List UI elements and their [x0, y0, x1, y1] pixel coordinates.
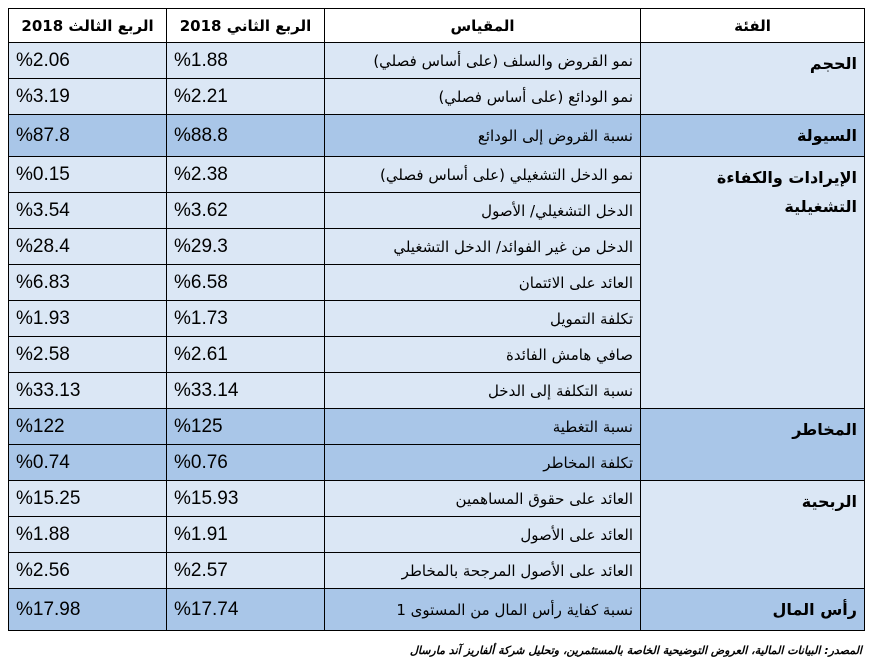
category-cell: الربحية [641, 481, 865, 589]
metric-cell: الدخل التشغيلي/ الأصول [325, 193, 641, 229]
q3-value-cell: %33.13 [9, 373, 167, 409]
q3-value-cell: %1.93 [9, 301, 167, 337]
q2-value-cell: %17.74 [167, 589, 325, 631]
q3-value-cell: %0.74 [9, 445, 167, 481]
metric-cell: نسبة التكلفة إلى الدخل [325, 373, 641, 409]
q3-value-cell: %6.83 [9, 265, 167, 301]
source-note: المصدر: البيانات المالية، العروض التوضيحية الخاصة بالمستثمرين، وتحليل شركة ألفاريز آند مارسال [409, 644, 862, 657]
q2-value-cell: %6.58 [167, 265, 325, 301]
q2-value-cell: %1.91 [167, 517, 325, 553]
q2-value-cell: %3.62 [167, 193, 325, 229]
metric-cell: نمو الودائع (على أساس فصلي) [325, 79, 641, 115]
table-row [9, 409, 865, 445]
metric-cell: تكلفة التمويل [325, 301, 641, 337]
q2-value-cell: %1.88 [167, 43, 325, 79]
table-row [9, 43, 865, 79]
q2-value-cell: %2.38 [167, 157, 325, 193]
metric-cell: نمو الدخل التشغيلي (على أساس فصلي) [325, 157, 641, 193]
q3-value-cell: %15.25 [9, 481, 167, 517]
category-cell: المخاطر [641, 409, 865, 481]
metric-cell: تكلفة المخاطر [325, 445, 641, 481]
header-q3: الربع الثالث 2018 [9, 9, 167, 43]
q3-value-cell: %3.54 [9, 193, 167, 229]
q2-value-cell: %2.21 [167, 79, 325, 115]
q3-value-cell: %2.58 [9, 337, 167, 373]
q3-value-cell: %28.4 [9, 229, 167, 265]
q3-value-cell: %0.15 [9, 157, 167, 193]
q3-value-cell: %1.88 [9, 517, 167, 553]
category-cell: رأس المال [641, 589, 865, 631]
category-cell: الحجم [641, 43, 865, 115]
q2-value-cell: %29.3 [167, 229, 325, 265]
q3-value-cell: %2.56 [9, 553, 167, 589]
q2-value-cell: %33.14 [167, 373, 325, 409]
kpi-table [8, 8, 865, 631]
q3-value-cell: %2.06 [9, 43, 167, 79]
q2-value-cell: %88.8 [167, 115, 325, 157]
q2-value-cell: %1.73 [167, 301, 325, 337]
metric-cell: نسبة القروض إلى الودائع [325, 115, 641, 157]
metric-cell: العائد على الأصول المرجحة بالمخاطر [325, 553, 641, 589]
metric-cell: العائد على حقوق المساهمين [325, 481, 641, 517]
q3-value-cell: %3.19 [9, 79, 167, 115]
q3-value-cell: %87.8 [9, 115, 167, 157]
q2-value-cell: %125 [167, 409, 325, 445]
category-cell: السيولة [641, 115, 865, 157]
header-metric: المقياس [325, 9, 641, 43]
metric-cell: نسبة كفاية رأس المال من المستوى 1 [325, 589, 641, 631]
metric-cell: الدخل من غير الفوائد/ الدخل التشغيلي [325, 229, 641, 265]
header-row [9, 9, 865, 43]
table-row [9, 481, 865, 517]
metric-cell: العائد على الأصول [325, 517, 641, 553]
header-category: الفئة [641, 9, 865, 43]
q3-value-cell: %122 [9, 409, 167, 445]
metric-cell: نمو القروض والسلف (على أساس فصلي) [325, 43, 641, 79]
header-q2: الربع الثاني 2018 [167, 9, 325, 43]
table-row [9, 157, 865, 193]
q3-value-cell: %17.98 [9, 589, 167, 631]
q2-value-cell: %2.61 [167, 337, 325, 373]
table-row [9, 115, 865, 157]
q2-value-cell: %0.76 [167, 445, 325, 481]
q2-value-cell: %2.57 [167, 553, 325, 589]
metric-cell: نسبة التغطية [325, 409, 641, 445]
metric-cell: صافي هامش الفائدة [325, 337, 641, 373]
q2-value-cell: %15.93 [167, 481, 325, 517]
metric-cell: العائد على الائتمان [325, 265, 641, 301]
category-cell: الإيرادات والكفاءة التشغيلية [641, 157, 865, 409]
table-row [9, 589, 865, 631]
